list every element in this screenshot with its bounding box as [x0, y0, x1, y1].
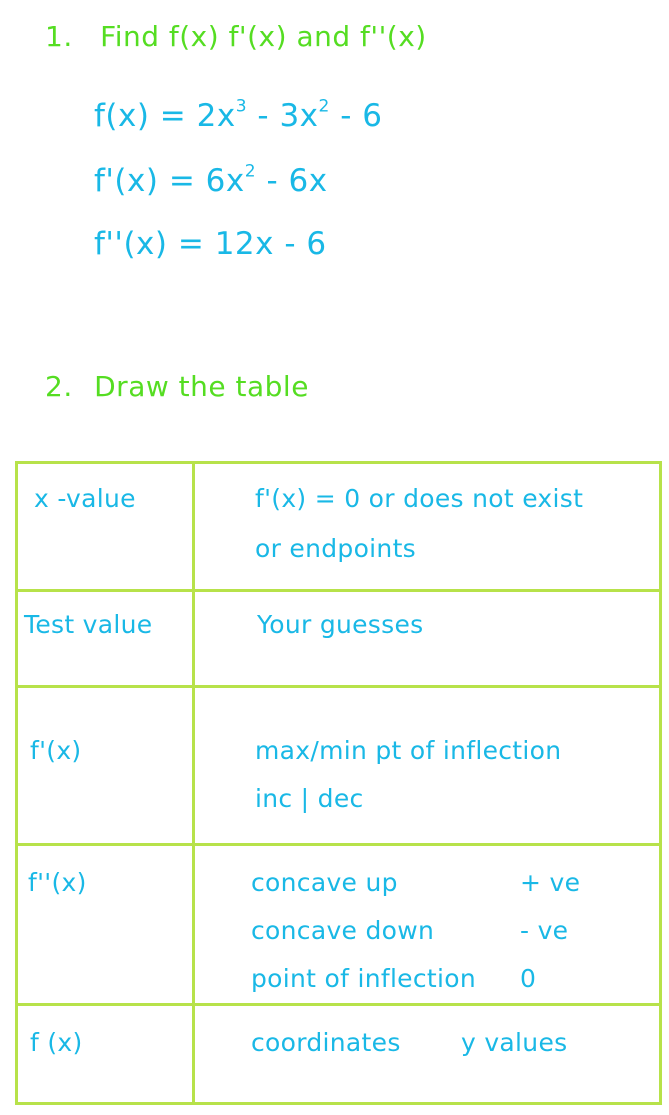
content-line-right: + ve: [520, 868, 581, 897]
step-2-number: 2.: [45, 370, 73, 403]
row-content-cell: [194, 845, 661, 1005]
equation-lhs: f'(x): [94, 163, 159, 199]
equation-term: - 6: [329, 98, 383, 134]
equation-term: - 6x: [256, 163, 328, 199]
table-row: [17, 591, 661, 687]
row-label: f'(x): [30, 736, 82, 765]
content-line-right: - ve: [520, 916, 569, 945]
equation-exponent: 2: [244, 161, 257, 182]
equation-lhs: f''(x): [94, 226, 168, 262]
row-label: Test value: [24, 610, 153, 639]
row-label-cell: [17, 463, 194, 591]
equation-exponent: 2: [318, 96, 330, 117]
table-row: [17, 687, 661, 845]
content-line-right: y values: [461, 1028, 568, 1057]
step-1-heading: [45, 20, 427, 53]
row-label: f (x): [30, 1028, 83, 1057]
row-content-cell: [194, 687, 661, 845]
equation-term: 2x: [196, 98, 236, 134]
row-label: x -value: [34, 484, 136, 513]
table-row: [17, 463, 661, 591]
table-row: [17, 845, 661, 1005]
row-label-cell: [17, 687, 194, 845]
content-line: Your guesses: [257, 610, 424, 639]
content-line: inc | dec: [255, 784, 364, 813]
content-line-left: coordinates: [251, 1028, 401, 1057]
content-line: max/min pt of inflection: [255, 736, 562, 765]
row-label-cell: [17, 845, 194, 1005]
equation-f-prime: $f'(x) = 6x^2 - 6x$: [94, 161, 328, 199]
step-1-number: 1.: [45, 20, 73, 53]
row-content-cell: [194, 1005, 661, 1104]
equation-term: 6x: [205, 163, 245, 199]
content-line-right: 0: [520, 964, 537, 993]
equation-f: $f(x) = 2x^3 - 3x^2 - 6$: [94, 96, 383, 134]
equation-term: - 3x: [247, 98, 319, 134]
analysis-table: [15, 461, 662, 1105]
row-label: f''(x): [28, 868, 87, 897]
content-line-left: concave up: [251, 868, 398, 897]
row-label-cell: [17, 1005, 194, 1104]
content-line: or endpoints: [255, 534, 416, 563]
equation-exponent: 3: [235, 96, 248, 117]
equation-term: 12x - 6: [214, 226, 327, 262]
step-2-text: Draw the table: [94, 370, 309, 403]
table-row: [17, 1005, 661, 1104]
step-2-heading: [45, 370, 309, 403]
content-line: f'(x) = 0 or does not exist: [255, 484, 584, 513]
row-label-cell: [17, 591, 194, 687]
row-content-cell: [194, 463, 661, 591]
row-content-cell: [194, 591, 661, 687]
content-line-left: point of inflection: [251, 964, 476, 993]
equation-lhs: f(x): [94, 98, 150, 134]
step-1-text: Find f(x) f'(x) and f''(x): [100, 20, 427, 53]
equation-f-double-prime: f''(x) = 12x - 6: [94, 226, 327, 262]
content-line-left: concave down: [251, 916, 435, 945]
